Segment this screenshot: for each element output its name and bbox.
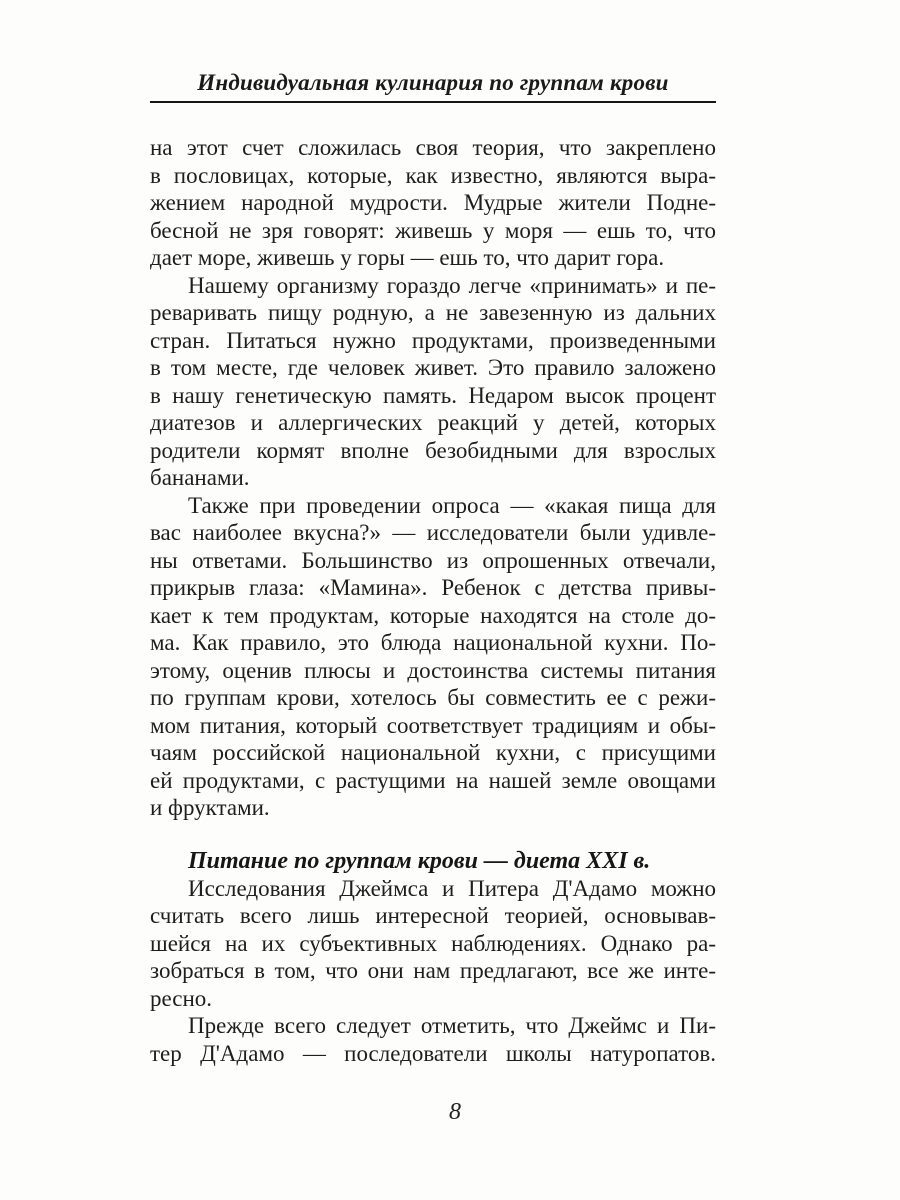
text-line: шейся на их субъективных наблюдениях. Однако ра- — [150, 930, 716, 956]
section-heading: Питание по группам крови — диета XXI в. — [188, 847, 651, 874]
text-line: кает к тем продуктам, которые находятся на столе до- — [150, 602, 716, 628]
text-line: стран. Питаться нужно продуктами, произведенными — [150, 327, 716, 353]
paragraph — [150, 875, 716, 1013]
text-line: мом питания, который соответствует традициям и обы- — [150, 712, 716, 738]
text-line: реваривать пищу родную, а не завезенную из дальних — [150, 300, 716, 325]
text-line: ны ответами. Большинство из опрошенных отвечали, — [150, 547, 716, 573]
text-line: бесной не зря говорят: живешь у моря — ешь то, что — [150, 217, 716, 243]
text-line: ма. Как правило, это блюда национальной кухни. По- — [150, 630, 716, 655]
paragraph — [150, 492, 716, 822]
header-divider-rule — [150, 101, 716, 103]
text-line: ей продуктами, с растущими на нашей земле овощами — [150, 767, 716, 793]
text-line: жением народной мудрости. Мудрые жители Подне- — [150, 190, 716, 215]
text-line: прикрыв глаза: «Мамина». Ребенок с детства привы- — [150, 575, 716, 600]
text-line: чаям российской национальной кухни, с присущими — [150, 740, 716, 765]
text-line: Прежде всего следует отметить, что Джеймс и Пи- — [188, 1013, 716, 1038]
text-line: и фруктами. — [150, 795, 270, 820]
page-body-text — [150, 134, 716, 1067]
paragraph — [150, 134, 716, 272]
text-line: диатезов и аллергических реакций у детей, которых — [150, 410, 716, 435]
text-line: Также при проведении опроса — «какая пища для — [188, 492, 716, 518]
text-line: считать всего лишь интересной теорией, основывав- — [150, 903, 716, 928]
text-line: родители кормят вполне безобидными для взрослых — [150, 437, 716, 463]
text-line: тер Д'Адамо — последователи школы натуропатов. — [150, 1040, 716, 1066]
paragraph — [150, 272, 716, 492]
text-line: по группам крови, хотелось бы совместить ее с режи- — [150, 685, 716, 710]
text-line: на этот счет сложилась своя теория, что закреплено — [150, 135, 716, 160]
paragraph — [150, 1012, 716, 1067]
text-line: этому, оценив плюсы и достоинства системы питания — [150, 657, 716, 683]
text-line: зобраться в том, что они нам предлагают, все же инте- — [150, 958, 716, 983]
text-line: Нашему организму гораздо легче «принимать» и пе- — [188, 272, 716, 298]
text-line: в том месте, где человек живет. Это правило заложено — [150, 355, 716, 380]
text-line: дает море, живешь у горы — ешь то, что дарит гора. — [150, 245, 665, 270]
text-line: ресно. — [150, 985, 213, 1011]
text-line: в нашу генетическую память. Недаром высок процент — [150, 382, 716, 408]
page-number: 8 — [449, 1099, 461, 1125]
text-line: бананами. — [150, 465, 250, 490]
text-line: в пословицах, которые, как известно, являются выра- — [150, 162, 716, 188]
text-line: вас наиболее вкусна?» — исследователи были удивле- — [150, 520, 716, 545]
running-header: Индивидуальная кулинария по группам крови — [197, 70, 669, 95]
text-line: Исследования Джеймса и Питера Д'Адамо можно — [188, 875, 716, 901]
